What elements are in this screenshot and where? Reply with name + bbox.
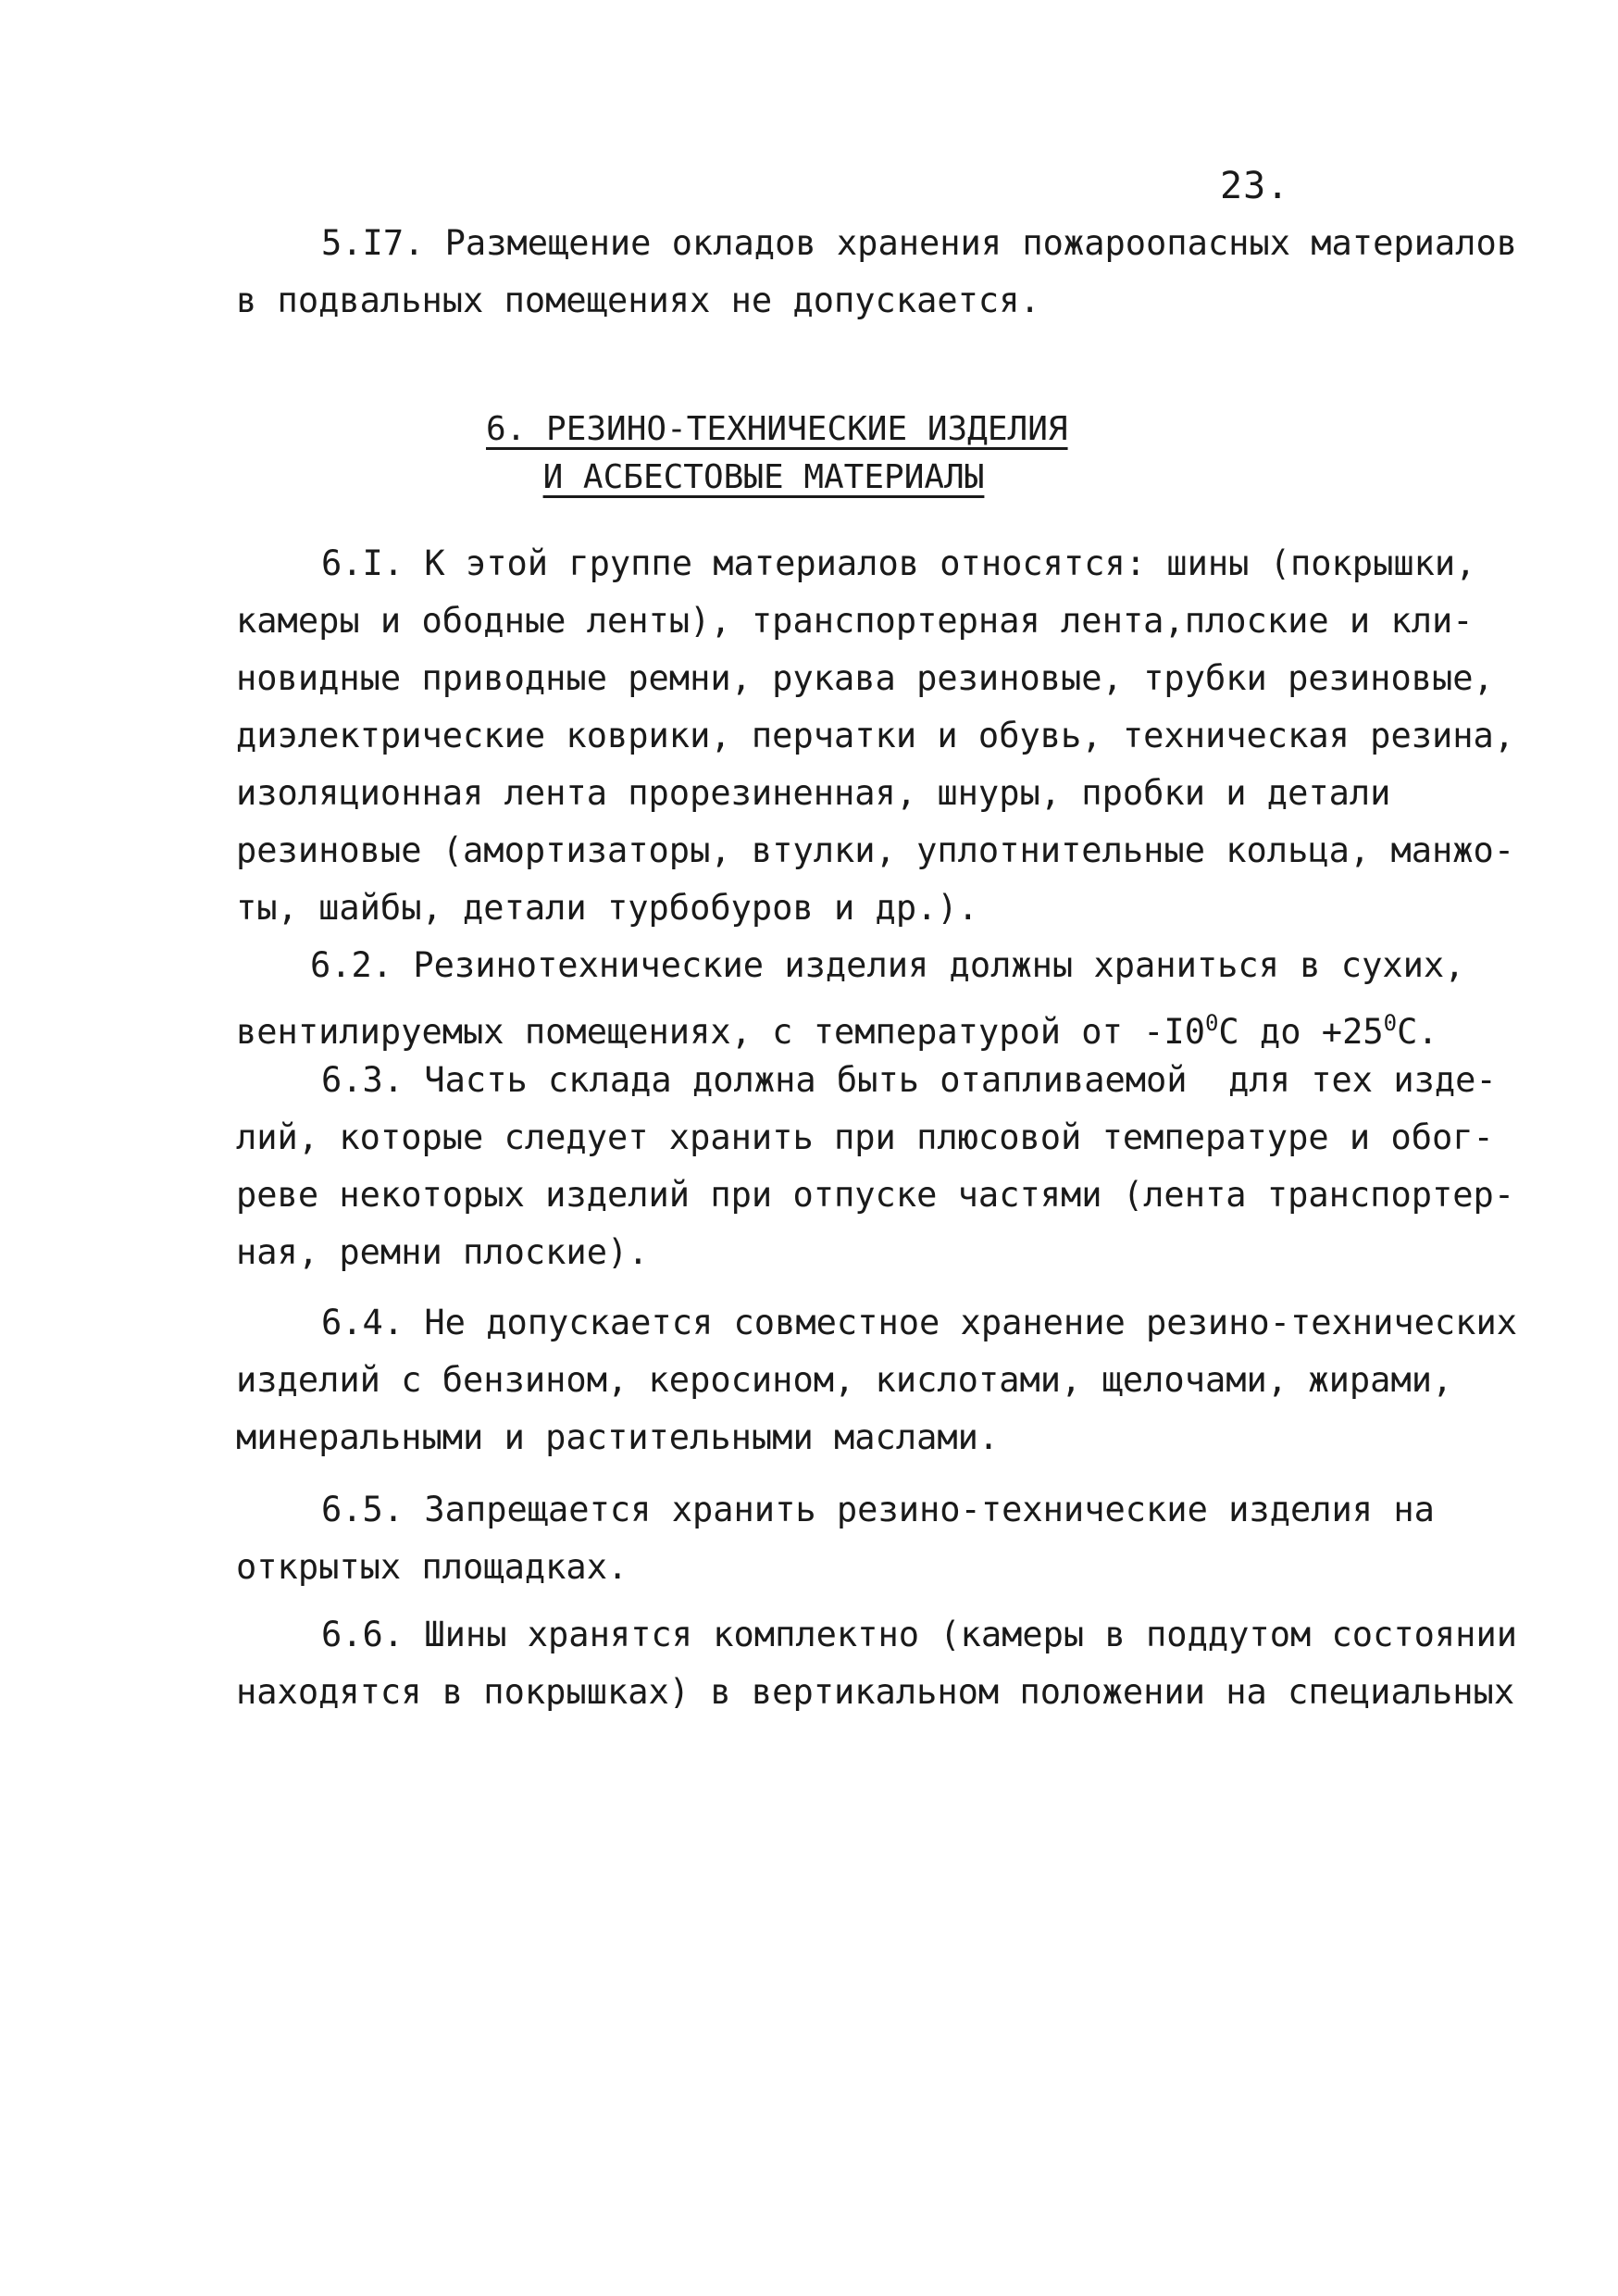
page-number: 23.	[1220, 165, 1290, 207]
paragraph-6-3	[236, 1052, 1515, 1281]
degree-superscript: 0	[1204, 1010, 1219, 1036]
paragraph-6-1	[236, 535, 1515, 937]
paragraph-line	[236, 994, 1438, 1052]
paragraph-line: 6.6. Шины хранятся комплектно (камеры в поддутом состоянии	[321, 1615, 1518, 1654]
paragraph-line: диэлектрические коврики, перчатки и обувь, техническая резина,	[236, 716, 1515, 755]
paragraph-line: 6.2. Резинотехнические изделия должны храниться в сухих,	[310, 945, 1465, 985]
paragraph-line: 6.5. Запрещается хранить резино-технические изделия на	[321, 1490, 1435, 1529]
paragraph-line: изделий с бензином, керосином, кислотами, щелочами, жирами,	[236, 1360, 1453, 1400]
paragraph-line: 6.4. Не допускается совместное хранение резино-технических	[321, 1303, 1518, 1342]
text-fragment: С.	[1397, 1012, 1438, 1052]
paragraph-line: в подвальных помещениях не допускается.	[236, 281, 1040, 320]
paragraph-line: резиновые (амортизаторы, втулки, уплотнительные кольца, манжо-	[236, 830, 1515, 870]
paragraph-line: ты, шайбы, детали турбобуров и др.).	[236, 888, 978, 928]
paragraph-6-5	[236, 1481, 1435, 1596]
paragraph-line: 5.I7. Размещение окладов хранения пожароопасных материалов	[321, 223, 1518, 263]
paragraph-line: реве некоторых изделий при отпуске частями (лента транспортер-	[236, 1175, 1515, 1215]
paragraph-line: минеральными и растительными маслами.	[236, 1417, 1000, 1457]
paragraph-6-4	[236, 1294, 1518, 1466]
paragraph-5-17	[236, 215, 1518, 330]
text-fragment: С до +25	[1218, 1012, 1384, 1052]
paragraph-6-6	[236, 1606, 1518, 1721]
paragraph-line: открытых площадках.	[236, 1547, 629, 1587]
paragraph-line: 6.3. Часть склада должна быть отапливаемой для тех изде-	[321, 1060, 1497, 1100]
text-fragment: вентилируемых помещениях, с температурой от -I0	[236, 1012, 1205, 1052]
section-heading-line-1: 6. РЕЗИНО-ТЕХНИЧЕСКИЕ ИЗДЕЛИЯ	[486, 410, 1068, 448]
section-heading-line-2: И АСБЕСТОВЫЕ МАТЕРИАЛЫ	[542, 458, 985, 496]
paragraph-line: новидные приводные ремни, рукава резиновые, трубки резиновые,	[236, 658, 1494, 698]
section-heading	[486, 406, 1068, 502]
paragraph-line: камеры и ободные ленты), транспортерная лента,плоские и кли-	[236, 601, 1474, 641]
paragraph-line: лий, которые следует хранить при плюсовой температуре и обог-	[236, 1117, 1494, 1157]
paragraph-6-2	[236, 937, 1465, 1052]
paragraph-line: находятся в покрышках) в вертикальном положении на специальных	[236, 1672, 1515, 1712]
degree-superscript: 0	[1383, 1010, 1398, 1036]
paragraph-line: изоляционная лента прорезиненная, шнуры, пробки и детали	[236, 773, 1391, 813]
paragraph-line: ная, ремни плоские).	[236, 1232, 649, 1272]
paragraph-line: 6.I. К этой группе материалов относятся: шины (покрышки,	[321, 543, 1476, 583]
